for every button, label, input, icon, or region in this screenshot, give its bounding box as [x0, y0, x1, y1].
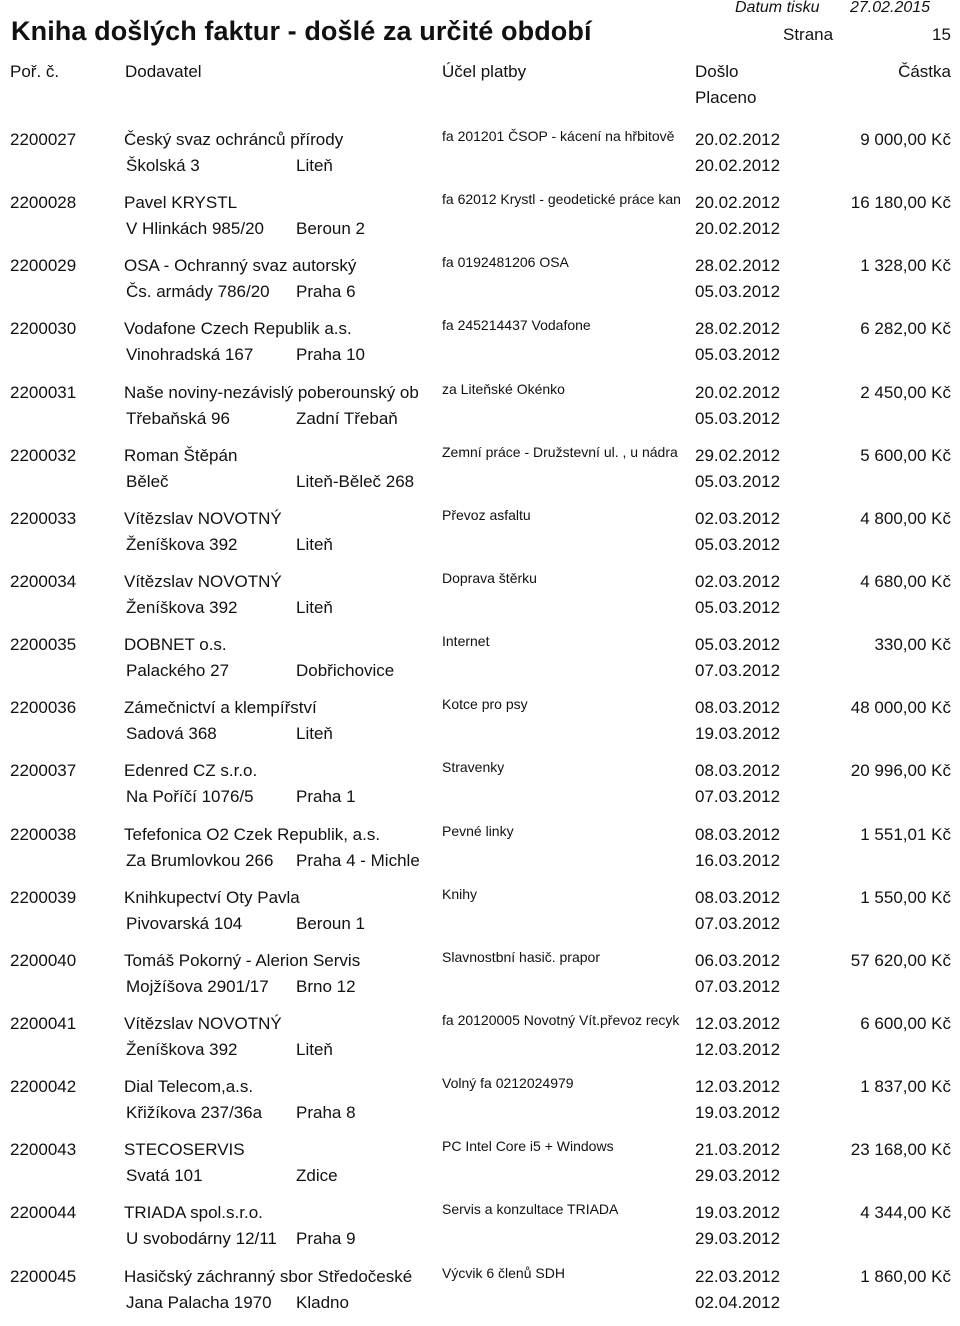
amount: 48 000,00 Kč [850, 698, 951, 718]
supplier-street: Ženíškova 392 [126, 597, 238, 617]
paid-date: 19.03.2012 [695, 724, 781, 744]
payment-purpose: fa 201201 ČSOP - kácení na hřbitově [442, 128, 675, 144]
supplier-city: Liteň [296, 156, 333, 175]
payment-purpose: Internet [442, 633, 490, 650]
column-header-supplier: Dodavatel [125, 62, 202, 81]
supplier-name: Naše noviny-nezávislý poberounský ob [124, 382, 419, 402]
supplier-name: Český svaz ochránců přírody [124, 130, 344, 149]
supplier-street: Palackého 27 [126, 661, 230, 681]
received-date: 20.02.2012 [695, 193, 781, 213]
invoice-number: 2200037 [10, 761, 77, 781]
supplier-name: DOBNET o.s. [124, 635, 227, 655]
payment-purpose: fa 62012 Krystl - geodetické práce kan [442, 191, 681, 208]
received-date: 29.02.2012 [695, 445, 781, 465]
amount: 4 680,00 Kč [860, 571, 951, 591]
amount: 9 000,00 Kč [860, 130, 951, 149]
supplier-name: Tomáš Pokorný - Alerion Servis [124, 950, 361, 970]
paid-date: 07.03.2012 [695, 787, 781, 807]
supplier-street: Křižíkova 237/36a [126, 1103, 263, 1123]
supplier-city: Liteň [296, 1039, 333, 1059]
supplier-street: Třebaňská 96 [126, 408, 230, 428]
supplier-name: Pavel KRYSTL [124, 193, 238, 213]
paid-date: 20.02.2012 [695, 156, 781, 175]
payment-purpose: Stravenky [442, 759, 505, 776]
received-date: 05.03.2012 [695, 635, 781, 655]
supplier-name: Knihkupectví Oty Pavla [124, 887, 300, 907]
supplier-city: Praha 8 [296, 1103, 356, 1123]
invoice-row [0, 568, 960, 631]
print-date: 27.02.2015 [850, 0, 931, 16]
invoice-number: 2200031 [10, 382, 77, 402]
received-date: 19.03.2012 [695, 1203, 781, 1223]
amount: 4 800,00 Kč [860, 508, 951, 528]
invoice-row [0, 1010, 960, 1073]
page-title: Kniha došlých faktur - došlé za určité období [11, 16, 592, 46]
payment-purpose: za Liteňské Okénko [442, 380, 565, 397]
invoice-row [0, 947, 960, 1010]
invoice-row [0, 126, 960, 189]
supplier-name: Vodafone Czech Republik a.s. [124, 319, 352, 339]
invoice-number: 2200034 [10, 571, 77, 591]
received-date: 06.03.2012 [695, 950, 781, 970]
supplier-street: Školská 3 [126, 156, 200, 175]
invoice-number: 2200030 [10, 319, 77, 339]
invoice-number: 2200027 [10, 130, 77, 149]
supplier-street: Běleč [126, 471, 169, 491]
supplier-city: Zdice [296, 1166, 338, 1186]
amount: 1 837,00 Kč [860, 1077, 951, 1097]
supplier-name: Roman Štěpán [124, 445, 238, 465]
column-header-paid: Placeno [695, 88, 757, 107]
received-date: 12.03.2012 [695, 1013, 781, 1033]
paid-date: 12.03.2012 [695, 1039, 781, 1059]
amount: 1 551,01 Kč [860, 824, 951, 844]
payment-purpose: Převoz asfaltu [442, 506, 531, 523]
paid-date: 05.03.2012 [695, 471, 781, 491]
amount: 5 600,00 Kč [860, 445, 951, 465]
invoice-row [0, 505, 960, 568]
payment-purpose: fa 0192481206 OSA [442, 254, 569, 271]
paid-date: 05.03.2012 [695, 534, 781, 554]
invoice-row [0, 1199, 960, 1262]
payment-purpose: Pevné linky [442, 822, 514, 839]
supplier-city: Liteň [296, 534, 333, 554]
invoice-row [0, 379, 960, 442]
supplier-name: Zámečnictví a klempířství [124, 698, 317, 718]
column-header-amount: Částka [898, 62, 951, 81]
supplier-city: Brno 12 [296, 976, 356, 996]
supplier-name: Vítězslav NOVOTNÝ [124, 1013, 282, 1033]
supplier-city: Liteň-Běleč 268 [296, 471, 415, 491]
received-date: 20.02.2012 [695, 130, 781, 149]
invoice-number: 2200033 [10, 508, 77, 528]
paid-date: 19.03.2012 [695, 1103, 781, 1123]
amount: 330,00 Kč [874, 635, 951, 655]
received-date: 08.03.2012 [695, 824, 781, 844]
invoice-row [0, 821, 960, 884]
invoice-number: 2200042 [10, 1077, 77, 1097]
invoice-number: 2200043 [10, 1140, 77, 1160]
supplier-street: Ženíškova 392 [126, 534, 238, 554]
invoice-number: 2200029 [10, 256, 77, 276]
invoice-row [0, 631, 960, 694]
invoice-row [0, 1136, 960, 1199]
payment-purpose: Kotce pro psy [442, 696, 528, 713]
received-date: 28.02.2012 [695, 256, 781, 276]
supplier-city: Kladno [296, 1292, 349, 1312]
invoice-list [0, 126, 960, 1326]
received-date: 22.03.2012 [695, 1266, 781, 1286]
supplier-city: Praha 6 [296, 282, 356, 302]
amount: 23 168,00 Kč [850, 1140, 951, 1160]
supplier-city: Praha 1 [296, 787, 356, 807]
column-header-received: Došlo [695, 62, 739, 81]
payment-purpose: Slavnostbní hasič. prapor [442, 948, 600, 965]
payment-purpose: Výcvik 6 členů SDH [442, 1264, 565, 1281]
amount: 4 344,00 Kč [860, 1203, 951, 1223]
payment-purpose: Doprava štěrku [442, 569, 537, 586]
supplier-name: Edenred CZ s.r.o. [124, 761, 258, 781]
supplier-city: Praha 9 [296, 1229, 356, 1249]
payment-purpose: Volný fa 0212024979 [442, 1075, 574, 1092]
invoice-number: 2200045 [10, 1266, 77, 1286]
received-date: 28.02.2012 [695, 319, 781, 339]
page-number-label: Strana [783, 25, 834, 44]
paid-date: 05.03.2012 [695, 282, 781, 302]
invoice-row [0, 315, 960, 378]
paid-date: 20.02.2012 [695, 219, 781, 239]
amount: 1 550,00 Kč [860, 887, 951, 907]
received-date: 02.03.2012 [695, 508, 781, 528]
supplier-city: Beroun 1 [296, 913, 365, 933]
column-header-purpose: Účel platby [442, 62, 527, 81]
invoice-row [0, 1263, 960, 1326]
paid-date: 07.03.2012 [695, 976, 781, 996]
paid-date: 16.03.2012 [695, 850, 781, 870]
paid-date: 05.03.2012 [695, 408, 781, 428]
payment-purpose: fa 20120005 Novotný Vít.převoz recyk [442, 1011, 680, 1028]
supplier-name: Vítězslav NOVOTNÝ [124, 571, 282, 591]
amount: 20 996,00 Kč [850, 761, 951, 781]
column-header-number: Poř. č. [10, 62, 60, 81]
received-date: 08.03.2012 [695, 761, 781, 781]
supplier-street: Pivovarská 104 [126, 913, 243, 933]
supplier-name: OSA - Ochranný svaz autorský [124, 256, 357, 276]
payment-purpose: Zemní práce - Družstevní ul. , u nádra [442, 443, 678, 460]
invoice-number: 2200040 [10, 950, 77, 970]
supplier-name: Dial Telecom,a.s. [124, 1077, 254, 1097]
supplier-city: Dobřichovice [296, 661, 395, 681]
page-number: 15 [932, 25, 951, 44]
supplier-city: Liteň [296, 724, 333, 744]
amount: 6 282,00 Kč [860, 319, 951, 339]
invoice-number: 2200039 [10, 887, 77, 907]
payment-purpose: PC Intel Core i5 + Windows [442, 1138, 614, 1155]
amount: 6 600,00 Kč [860, 1013, 951, 1033]
print-date-label: Datum tisku [735, 0, 820, 16]
invoice-row [0, 442, 960, 505]
invoice-row [0, 1073, 960, 1136]
supplier-street: Čs. armády 786/20 [126, 282, 270, 302]
received-date: 21.03.2012 [695, 1140, 781, 1160]
supplier-city: Liteň [296, 597, 333, 617]
invoice-number: 2200038 [10, 824, 77, 844]
supplier-street: V Hlinkách 985/20 [126, 219, 264, 239]
invoice-row [0, 757, 960, 820]
received-date: 08.03.2012 [695, 887, 781, 907]
invoice-row [0, 189, 960, 252]
supplier-street: Sadová 368 [126, 724, 217, 744]
supplier-name: STECOSERVIS [124, 1140, 245, 1160]
payment-purpose: Servis a konzultace TRIADA [442, 1201, 619, 1218]
payment-purpose: fa 245214437 Vodafone [442, 317, 591, 334]
invoice-number: 2200028 [10, 193, 77, 213]
supplier-city: Zadní Třebaň [296, 408, 398, 428]
invoice-row [0, 252, 960, 315]
invoice-row [0, 694, 960, 757]
supplier-street: Ženíškova 392 [126, 1039, 238, 1059]
invoice-row [0, 884, 960, 947]
supplier-street: U svobodárny 12/11 [126, 1229, 277, 1249]
supplier-name: TRIADA spol.s.r.o. [124, 1203, 263, 1223]
supplier-city: Beroun 2 [296, 219, 365, 239]
supplier-street: Mojžíšova 2901/17 [126, 976, 269, 996]
supplier-city: Praha 10 [296, 345, 365, 365]
received-date: 12.03.2012 [695, 1077, 781, 1097]
paid-date: 02.04.2012 [695, 1292, 781, 1312]
supplier-street: Na Poříčí 1076/5 [126, 787, 254, 807]
paid-date: 05.03.2012 [695, 345, 781, 365]
invoice-number: 2200032 [10, 445, 77, 465]
paid-date: 29.03.2012 [695, 1229, 781, 1249]
paid-date: 05.03.2012 [695, 597, 781, 617]
invoice-number: 2200041 [10, 1013, 77, 1033]
amount: 1 860,00 Kč [860, 1266, 951, 1286]
received-date: 02.03.2012 [695, 571, 781, 591]
supplier-street: Vinohradská 167 [126, 345, 254, 365]
received-date: 08.03.2012 [695, 698, 781, 718]
invoice-number: 2200044 [10, 1203, 77, 1223]
invoice-number: 2200035 [10, 635, 77, 655]
supplier-name: Tefefonica O2 Czek Republik, a.s. [124, 824, 381, 844]
amount: 2 450,00 Kč [860, 382, 951, 402]
payment-purpose: Knihy [442, 885, 478, 902]
received-date: 20.02.2012 [695, 382, 781, 402]
supplier-street: Za Brumlovkou 266 [126, 850, 274, 870]
supplier-street: Svatá 101 [126, 1166, 203, 1186]
supplier-name: Vítězslav NOVOTNÝ [124, 508, 282, 528]
supplier-city: Praha 4 - Michle [296, 850, 420, 870]
paid-date: 29.03.2012 [695, 1166, 781, 1186]
amount: 1 328,00 Kč [860, 256, 951, 276]
supplier-street: Jana Palacha 1970 [126, 1292, 272, 1312]
amount: 16 180,00 Kč [850, 193, 951, 213]
invoice-number: 2200036 [10, 698, 77, 718]
paid-date: 07.03.2012 [695, 913, 781, 933]
amount: 57 620,00 Kč [850, 950, 951, 970]
paid-date: 07.03.2012 [695, 661, 781, 681]
supplier-name: Hasičský záchranný sbor Středočeské [124, 1266, 413, 1286]
